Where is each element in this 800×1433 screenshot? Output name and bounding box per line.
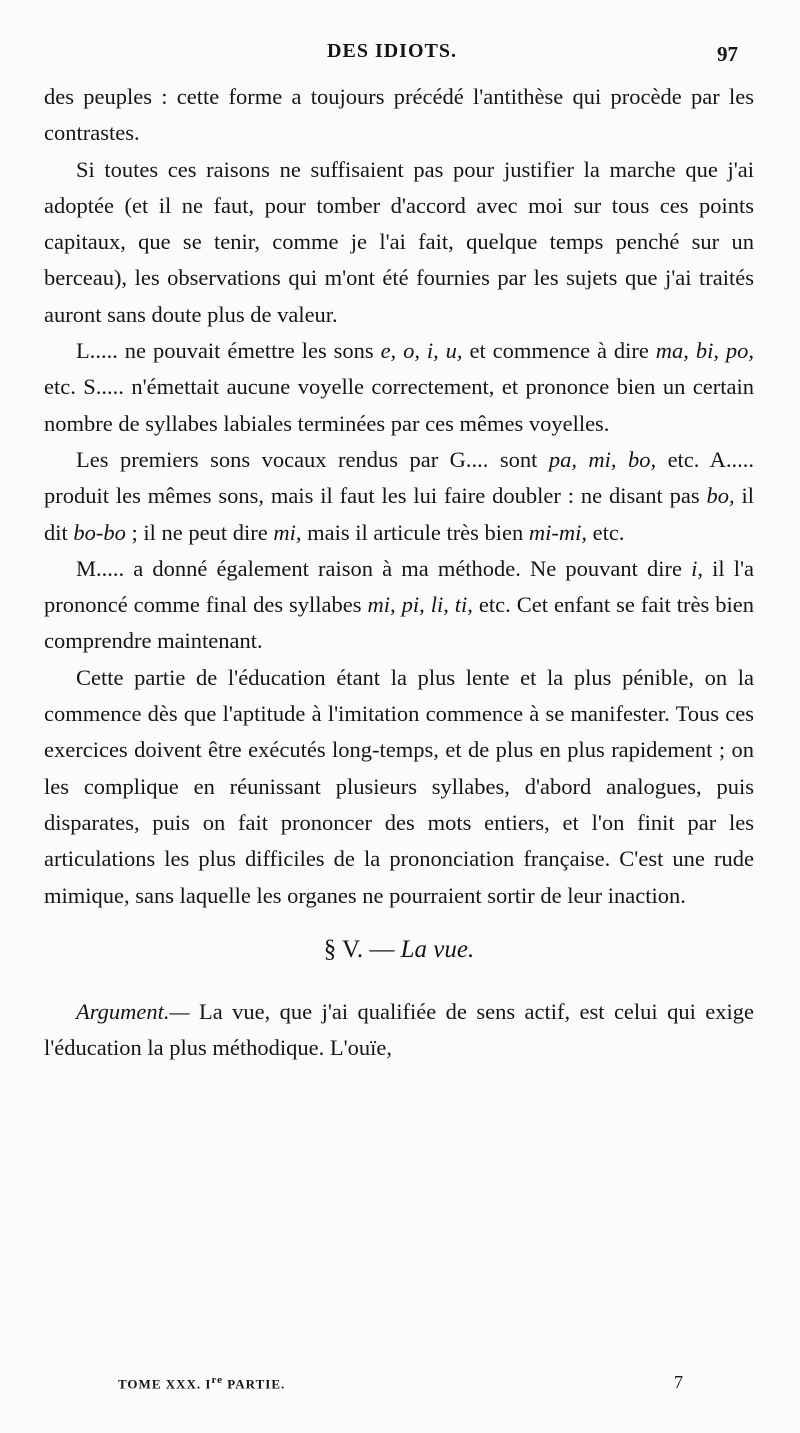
- text-run: mais il articule très bien: [301, 519, 529, 545]
- argument-paragraph: [44, 994, 754, 1067]
- paragraph-3: [44, 333, 754, 442]
- text-run: L..... ne pouvait émettre les sons: [76, 338, 381, 364]
- part-number: I: [205, 1376, 212, 1392]
- text-run: etc.: [587, 519, 625, 545]
- volume-note: [118, 1374, 285, 1392]
- italic-syllables: ma, bi, po,: [655, 338, 755, 364]
- signature-mark: 7: [674, 1372, 683, 1392]
- paragraph-5: [44, 551, 754, 660]
- text-run: M..... a donné également raison à ma méthode. Ne pouvant dire: [76, 555, 692, 581]
- part-label: PARTIE.: [227, 1376, 286, 1392]
- paragraph-1: des peuples : cette forme a toujours précédé l'antithèse qui procède par les contrastes.: [44, 84, 754, 146]
- part-superscript: re: [211, 1374, 224, 1386]
- text-run: ; il ne peut dire: [125, 519, 274, 545]
- italic-syllables: mi-mi,: [528, 519, 588, 545]
- text-run: et commence à dire: [462, 338, 656, 364]
- italic-syllables: pa, mi, bo,: [548, 446, 657, 472]
- page-number: 97: [717, 42, 738, 66]
- argument-label: Argument.—: [76, 999, 190, 1025]
- text-run: etc. Cet enfant se fait très bien comprendre maintenant.: [44, 592, 754, 654]
- argument-text: La vue, que j'ai qualifiée de sens actif, est celui qui exige l'éducation la plus méthodique. L'ouïe,: [44, 999, 754, 1061]
- paragraph-6: Cette partie de l'éducation étant la plus lente et la plus pénible, on la commence dès que l'aptitude à l'imitation commence à se manifester. Tous ces exercices doivent être exécutés long-temps, et de plus en plus rapidement ; on les complique en réunissant plusieurs syllabes, d'abord analogues, puis disparates, puis on fait prononcer des mots entiers, et l'on finit par les articulations les plus difficiles de la prononciation française. C'est une rude mimique, sans laquelle les organes ne pourraient sortir de leur inaction.: [44, 664, 754, 908]
- italic-syllables: bo-bo: [73, 519, 126, 545]
- italic-syllables: bo,: [706, 483, 735, 509]
- text-run: il l'a prononcé comme final des syllabes: [44, 555, 754, 618]
- section-heading: [44, 932, 754, 968]
- text-run: Les premiers sons vocaux rendus par G.... sont: [76, 446, 549, 472]
- text-run: etc. A..... produit les mêmes sons, mais il faut les lui faire doubler : ne disant pas: [44, 446, 755, 509]
- italic-syllables: mi, pi, li, ti,: [367, 592, 473, 618]
- paragraph-4: [44, 442, 754, 551]
- italic-syllables: e, o, i, u,: [380, 338, 463, 364]
- text-run: il dit: [44, 483, 754, 545]
- tome-label: TOME XXX.: [118, 1376, 202, 1392]
- body-text: [44, 79, 754, 1067]
- page-footer: [118, 1372, 683, 1398]
- italic-syllables: i,: [691, 555, 703, 581]
- text-run: etc. S..... n'émettait aucune voyelle correctement, et prononce bien un certain nombre de syllabes labiales terminées par ces mêmes voyelles.: [44, 374, 754, 436]
- running-title: DES IDIOTS.: [327, 40, 457, 62]
- section-number: § V. —: [323, 935, 395, 963]
- section-title: La vue.: [400, 935, 475, 963]
- paragraph-2: Si toutes ces raisons ne suffisaient pas pour justifier la marche que j'ai adoptée (et il ne faut, pour tomber d'accord avec moi sur tous ces points capitaux, que se tenir, comme je l'ai fait, quelque temps penché sur un berceau), les observations qui m'ont été fournies par les sujets que j'ai traités auront sans doute plus de valeur.: [44, 156, 754, 327]
- italic-syllables: mi,: [273, 519, 302, 545]
- page-header: [40, 40, 744, 70]
